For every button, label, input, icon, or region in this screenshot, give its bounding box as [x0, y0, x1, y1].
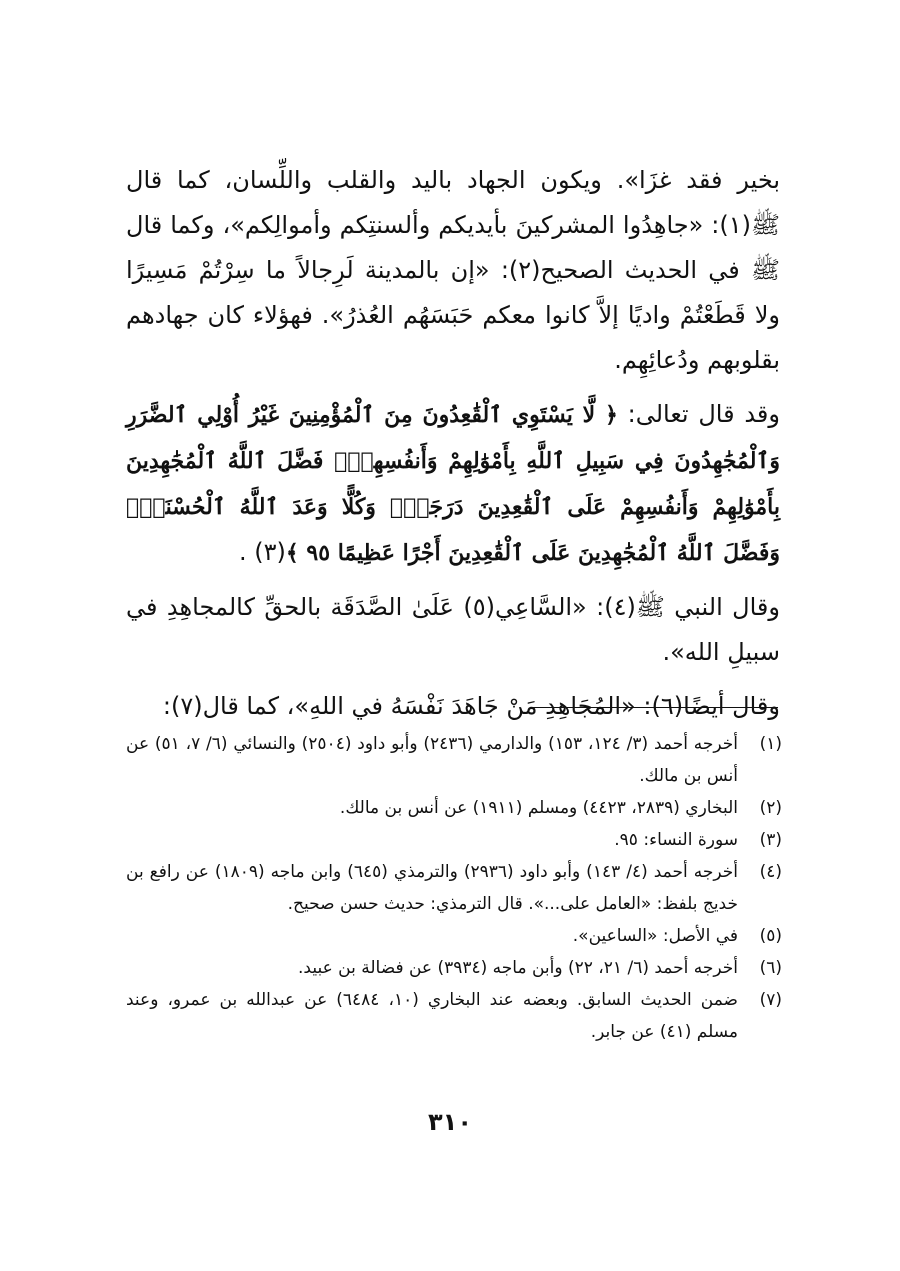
footnote-text: ضمن الحديث السابق. وبعضه عند البخاري (١٠، ٦٤٨٤) عن عبدالله بن عمرو، وعند مسلم (٤١) عن جابر.: [126, 990, 738, 1042]
paragraph-sai-hadith: وقال النبي ﷺ(٤): «السَّاعِي(٥) عَلَىٰ الصَّدَقَة بالحقِّ كالمجاهِدِ في سبيلِ الله».: [126, 593, 780, 666]
footnote-number: (١): [759, 734, 782, 754]
footnote-6: [126, 952, 782, 984]
footnote-number: (٧): [759, 990, 782, 1010]
footnote-text: البخاري (٢٨٣٩، ٤٤٢٣) ومسلم (١٩١١) عن أنس بن مالك.: [339, 798, 738, 818]
footnote-number: (٦): [759, 958, 782, 978]
paragraph-mujahid-hadith: وقال أيضًا(٦): «المُجَاهِدِ مَنْ جَاهَدَ نَفْسَهُ في اللهِ»، كما قال(٧):: [162, 692, 780, 720]
main-text: [126, 158, 780, 729]
footnote-5: [126, 920, 782, 952]
footnote-number: (٤): [759, 862, 782, 882]
quran-verse: ﴿ لَّا يَسْتَوِي ٱلْقَٰعِدُونَ مِنَ ٱلْمُؤْمِنِينَ غَيْرُ أُوْلِي ٱلضَّرَرِ وَٱلْمُجَٰهِدُونَ فِي سَبِيلِ ٱللَّهِ بِأَمْوَٰلِهِمْ وَأَنفُسِهِمْۚ فَضَّلَ ٱللَّهُ ٱلْمُجَٰهِدِينَ بِأَمْوَٰلِهِمْ وَأَنفُسِهِمْ عَلَى ٱلْقَٰعِدِينَ دَرَجَةًۚ وَكُلًّا وَعَدَ ٱللَّهُ ٱلْحُسْنَىٰۚ وَفَضَّلَ ٱللَّهُ ٱلْمُجَٰهِدِينَ عَلَى ٱلْقَٰعِدِينَ أَجْرًا عَظِيمًا ٩٥ ﴾: [126, 402, 780, 566]
footnote-text: سورة النساء: ٩٥.: [614, 830, 738, 850]
footnote-separator: [530, 707, 778, 708]
footnote-text: أخرجه أحمد (٤/ ١٤٣) وأبو داود (٢٩٣٦) والترمذي (٦٤٥) وابن ماجه (١٨٠٩) عن رافع بن خديج بلفظ: «العامل على...». قال الترمذي: حديث حسن صحيح.: [126, 862, 738, 914]
footnote-1: [126, 728, 782, 792]
footnote-number: (٥): [759, 926, 782, 946]
footnote-4: [126, 856, 782, 920]
page-number: ٣١٠: [428, 1108, 472, 1136]
footnote-number: (٢): [759, 798, 782, 818]
footnote-text: في الأصل: «الساعين».: [572, 926, 738, 946]
footnote-text: أخرجه أحمد (٣/ ١٢٤، ١٥٣) والدارمي (٢٤٣٦) وأبو داود (٢٥٠٤) والنسائي (٦/ ٧، ٥١) عن أنس بن مالك.: [126, 734, 738, 786]
paragraph-jihad-forms: بخير فقد غزَا». ويكون الجهاد باليد والقلب واللِّسان، كما قال ﷺ(١): «جاهِدُوا المشركينَ بأيديكم وألسنتِكم وأموالِكم»، وكما قال ﷺ في الحديث الصحيح(٢): «إن بالمدينة لَرِجالاً ما سِرْتُمْ مَسِيرًا ولا قَطَعْتُمْ واديًا إلاَّ كانوا معكم حَبَسَهُم العُذرُ». فهؤلاء كان جهادهم بقلوبهم ودُعائِهِم.: [126, 166, 780, 374]
footnote-2: [126, 792, 782, 824]
quran-intro: وقد قال تعالى:: [617, 400, 780, 428]
footnotes-list: [126, 728, 782, 1048]
paragraph-quran-citation: [126, 392, 780, 576]
footnote-3: [126, 824, 782, 856]
footnote-7: [126, 984, 782, 1048]
footnote-text: أخرجه أحمد (٦/ ٢١، ٢٢) وأبن ماجه (٣٩٣٤) عن فضالة بن عبيد.: [298, 958, 738, 978]
footnote-number: (٣): [759, 830, 782, 850]
quran-footnote-ref: (٣) .: [238, 538, 286, 566]
